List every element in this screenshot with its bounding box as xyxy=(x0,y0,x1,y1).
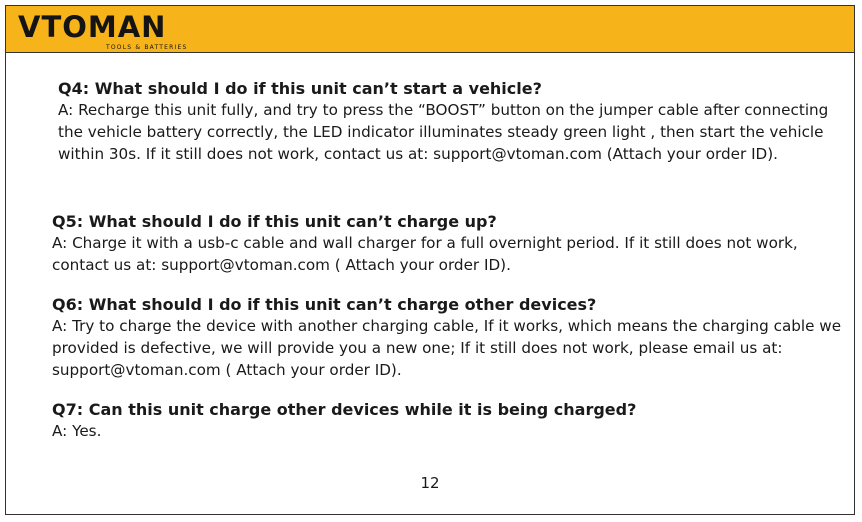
faq-item-q4 xyxy=(58,78,848,165)
brand-header-bar xyxy=(6,6,854,53)
faq-answer: A: Recharge this unit fully, and try to press the “BOOST” button on the jumper cable after connecting the vehicle battery correctly, the LED indicator illuminates steady green light , then start the vehicle within 30s. If it still does not work, contact us at: support@vtoman.com (Attach your order ID). xyxy=(58,101,829,163)
faq-answer: A: Try to charge the device with another charging cable, If it works, which means the charging cable we provided is defective, we will provide you a new one; If it still does not work, please email us at: support@vtoman.com ( Attach your order ID). xyxy=(52,317,842,379)
faq-question: Q5: What should I do if this unit can’t charge up? xyxy=(52,212,497,231)
faq-item-q7 xyxy=(52,399,848,442)
faq-item-q6 xyxy=(52,294,848,381)
manual-page xyxy=(5,5,855,515)
faq-question: Q7: Can this unit charge other devices while it is being charged? xyxy=(52,400,637,419)
vtoman-logo xyxy=(18,10,188,51)
faq-item-q5 xyxy=(52,211,848,276)
page-number: 12 xyxy=(420,474,440,492)
logo-wordmark: VTOMAN xyxy=(18,10,167,44)
faq-answer: A: Yes. xyxy=(52,422,102,440)
faq-question: Q6: What should I do if this unit can’t charge other devices? xyxy=(52,295,597,314)
faq-question: Q4: What should I do if this unit can’t start a vehicle? xyxy=(58,79,542,98)
logo-tagline: TOOLS & BATTERIES xyxy=(106,44,188,51)
faq-answer: A: Charge it with a usb-c cable and wall charger for a full overnight period. If it still does not work, contact us at: support@vtoman.com ( Attach your order ID). xyxy=(52,234,798,274)
